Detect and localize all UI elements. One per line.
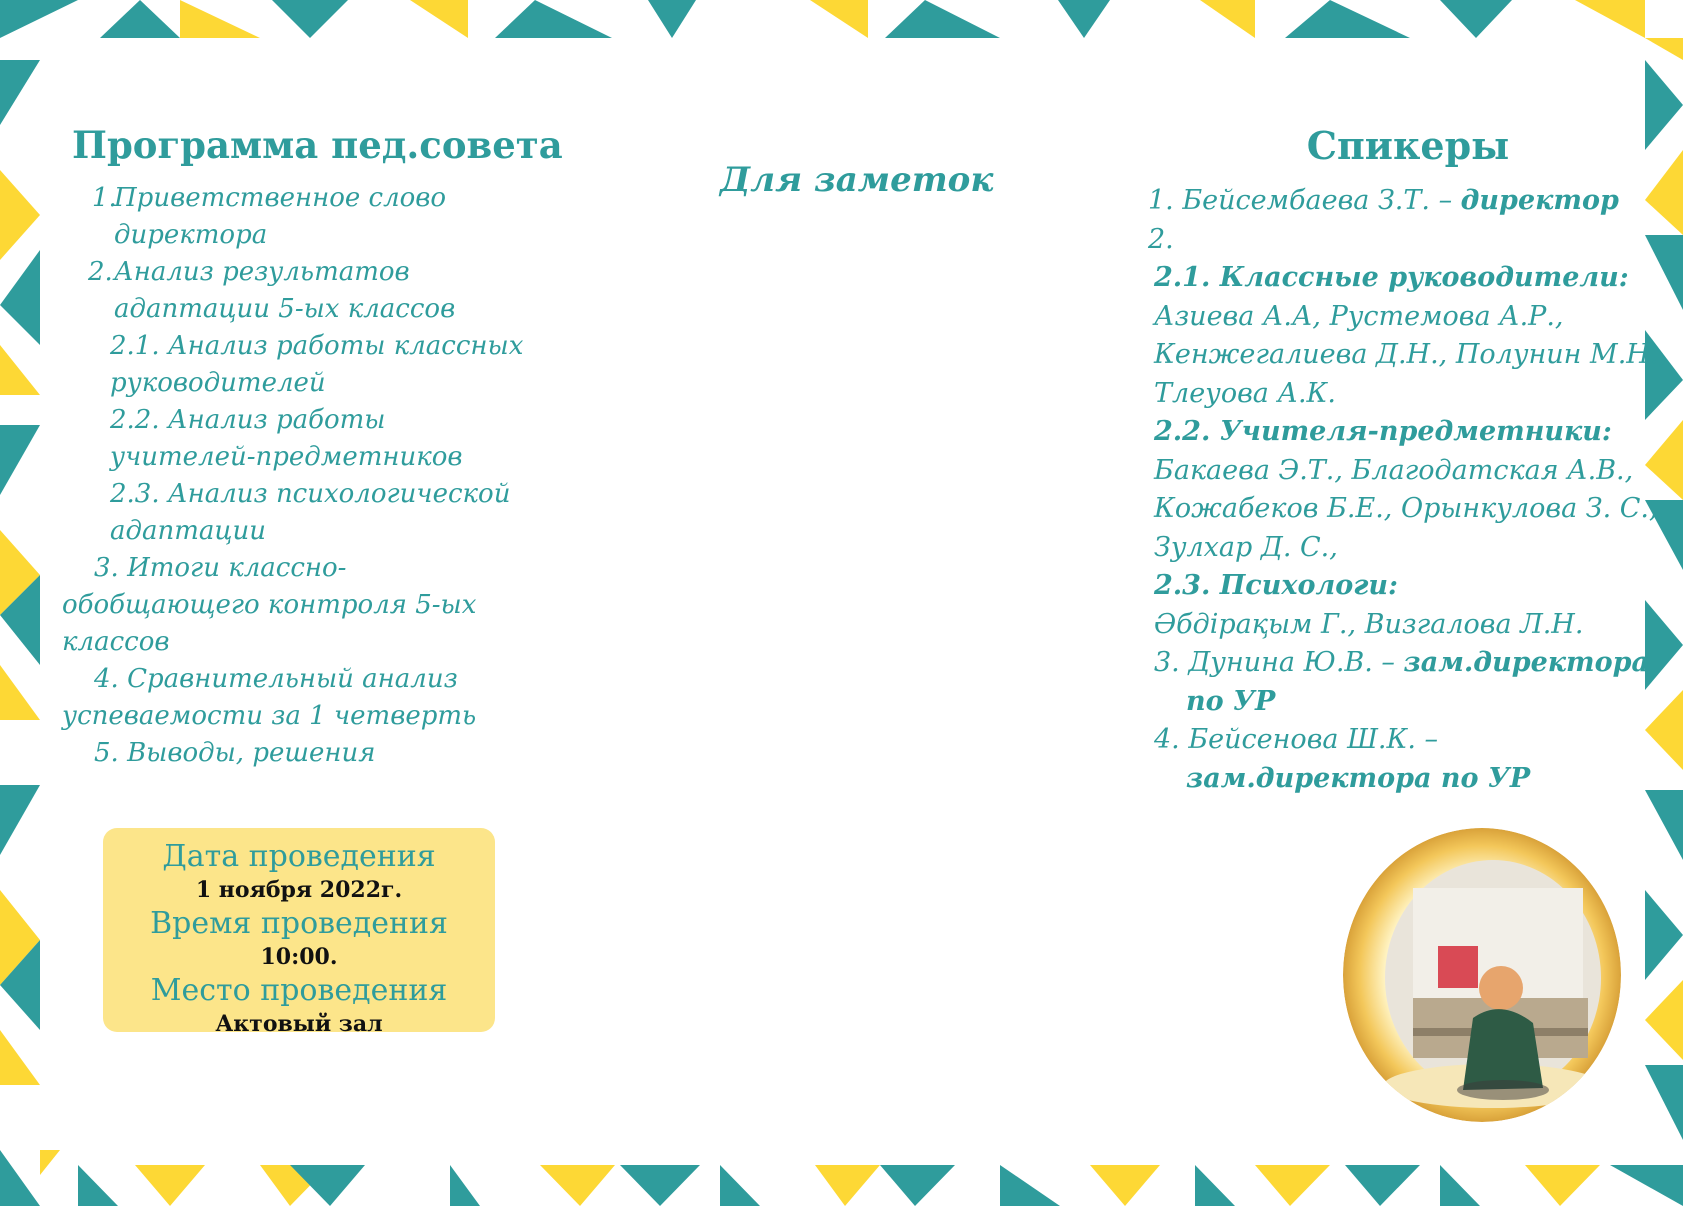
speaker-names: Кенжегалиева Д.Н., Полунин М.Н.,: [1154, 339, 1667, 370]
speaker-names: Бакаева Э.Т., Благодатская А.В.,: [1154, 454, 1634, 486]
group-title: 2.2. Учителя-предметники:: [1154, 416, 1612, 447]
speakers-section: [1148, 118, 1668, 798]
program-title: Программа пед.совета: [72, 123, 563, 167]
program-section: [62, 118, 563, 772]
speaker-line: 2.: [1148, 223, 1174, 255]
speaker-names: Тлеуова А.К.: [1154, 377, 1336, 409]
place-value: Актовый зал: [215, 1011, 383, 1037]
group-title: 2.3. Психологи:: [1154, 570, 1399, 601]
speaker-names: Азиева А.А, Рустемова А.Р.,: [1154, 300, 1564, 332]
list-item: 2.1. Анализ работы классных руководителей: [110, 331, 524, 398]
speakers-title: Спикеры: [1306, 123, 1510, 168]
date-value: 1 ноября 2022г.: [195, 877, 403, 903]
speaker-line: 1. Бейсембаева З.Т. – директор: [1148, 185, 1619, 216]
list-item: 2.3. Анализ психологической адаптации: [110, 479, 511, 546]
left-border: [0, 60, 40, 1085]
place-label: Место проведения: [150, 973, 448, 1008]
time-value: 10:00.: [260, 944, 338, 970]
speaker-names: Зулхар Д. С.,: [1154, 531, 1338, 563]
date-label: Дата проведения: [162, 839, 436, 874]
list-item: 4. Сравнительный анализ успеваемости за 1 четверть: [62, 664, 477, 731]
child-in-tunnel-photo: [1343, 828, 1621, 1122]
program-list: [62, 180, 542, 772]
list-item: 2. Анализ результатов адаптации 5-ых классов: [88, 257, 456, 324]
list-item: 2.2. Анализ работы учителей-предметников: [110, 405, 463, 472]
notes-title: Для заметок: [720, 160, 994, 200]
speaker-line: 3. Дунина Ю.В. – зам.директора: [1154, 647, 1649, 678]
time-label: Время проведения: [150, 906, 448, 941]
list-item: 5. Выводы, решения: [94, 738, 376, 768]
list-item: 3. Итоги классно- обобщающего контроля 5-ых классов: [62, 553, 477, 657]
event-info-box: [103, 828, 495, 1037]
bottom-border: [0, 1150, 1683, 1206]
speaker-names: Әбдірақым Г., Визгалова Л.Н.: [1154, 608, 1584, 640]
speaker-line: 4. Бейсенова Ш.К. –: [1154, 724, 1439, 755]
speaker-names: Кожабеков Б.Е., Орынкулова З. С.,: [1154, 493, 1658, 524]
speakers-list: 1. Бейсембаева З.Т. – директор 2. 2.1. Классные руководители: Азиева А.А, Рустемова А.Р., Кенжегалиева Д.Н., Полунин М.Н., Тлеуова А.К. 2.2. Учителя-предметники: Бакаева Э.Т., Благодатская А.В., Кожабеков Б.Е., Орынкулова З. С., Зулхар Д. С., 2.3. Психологи: Әбдірақым Г., Визгалова Л.Н. 3. Дунина Ю.В. – зам.директора по УР 4. Бейсенова Ш.К. – зам.директора по УР: [1148, 182, 1668, 798]
list-item: 1. Приветственное слово директора: [92, 183, 447, 250]
top-border: [0, 0, 1645, 38]
group-title: 2.1. Классные руководители:: [1154, 262, 1629, 293]
